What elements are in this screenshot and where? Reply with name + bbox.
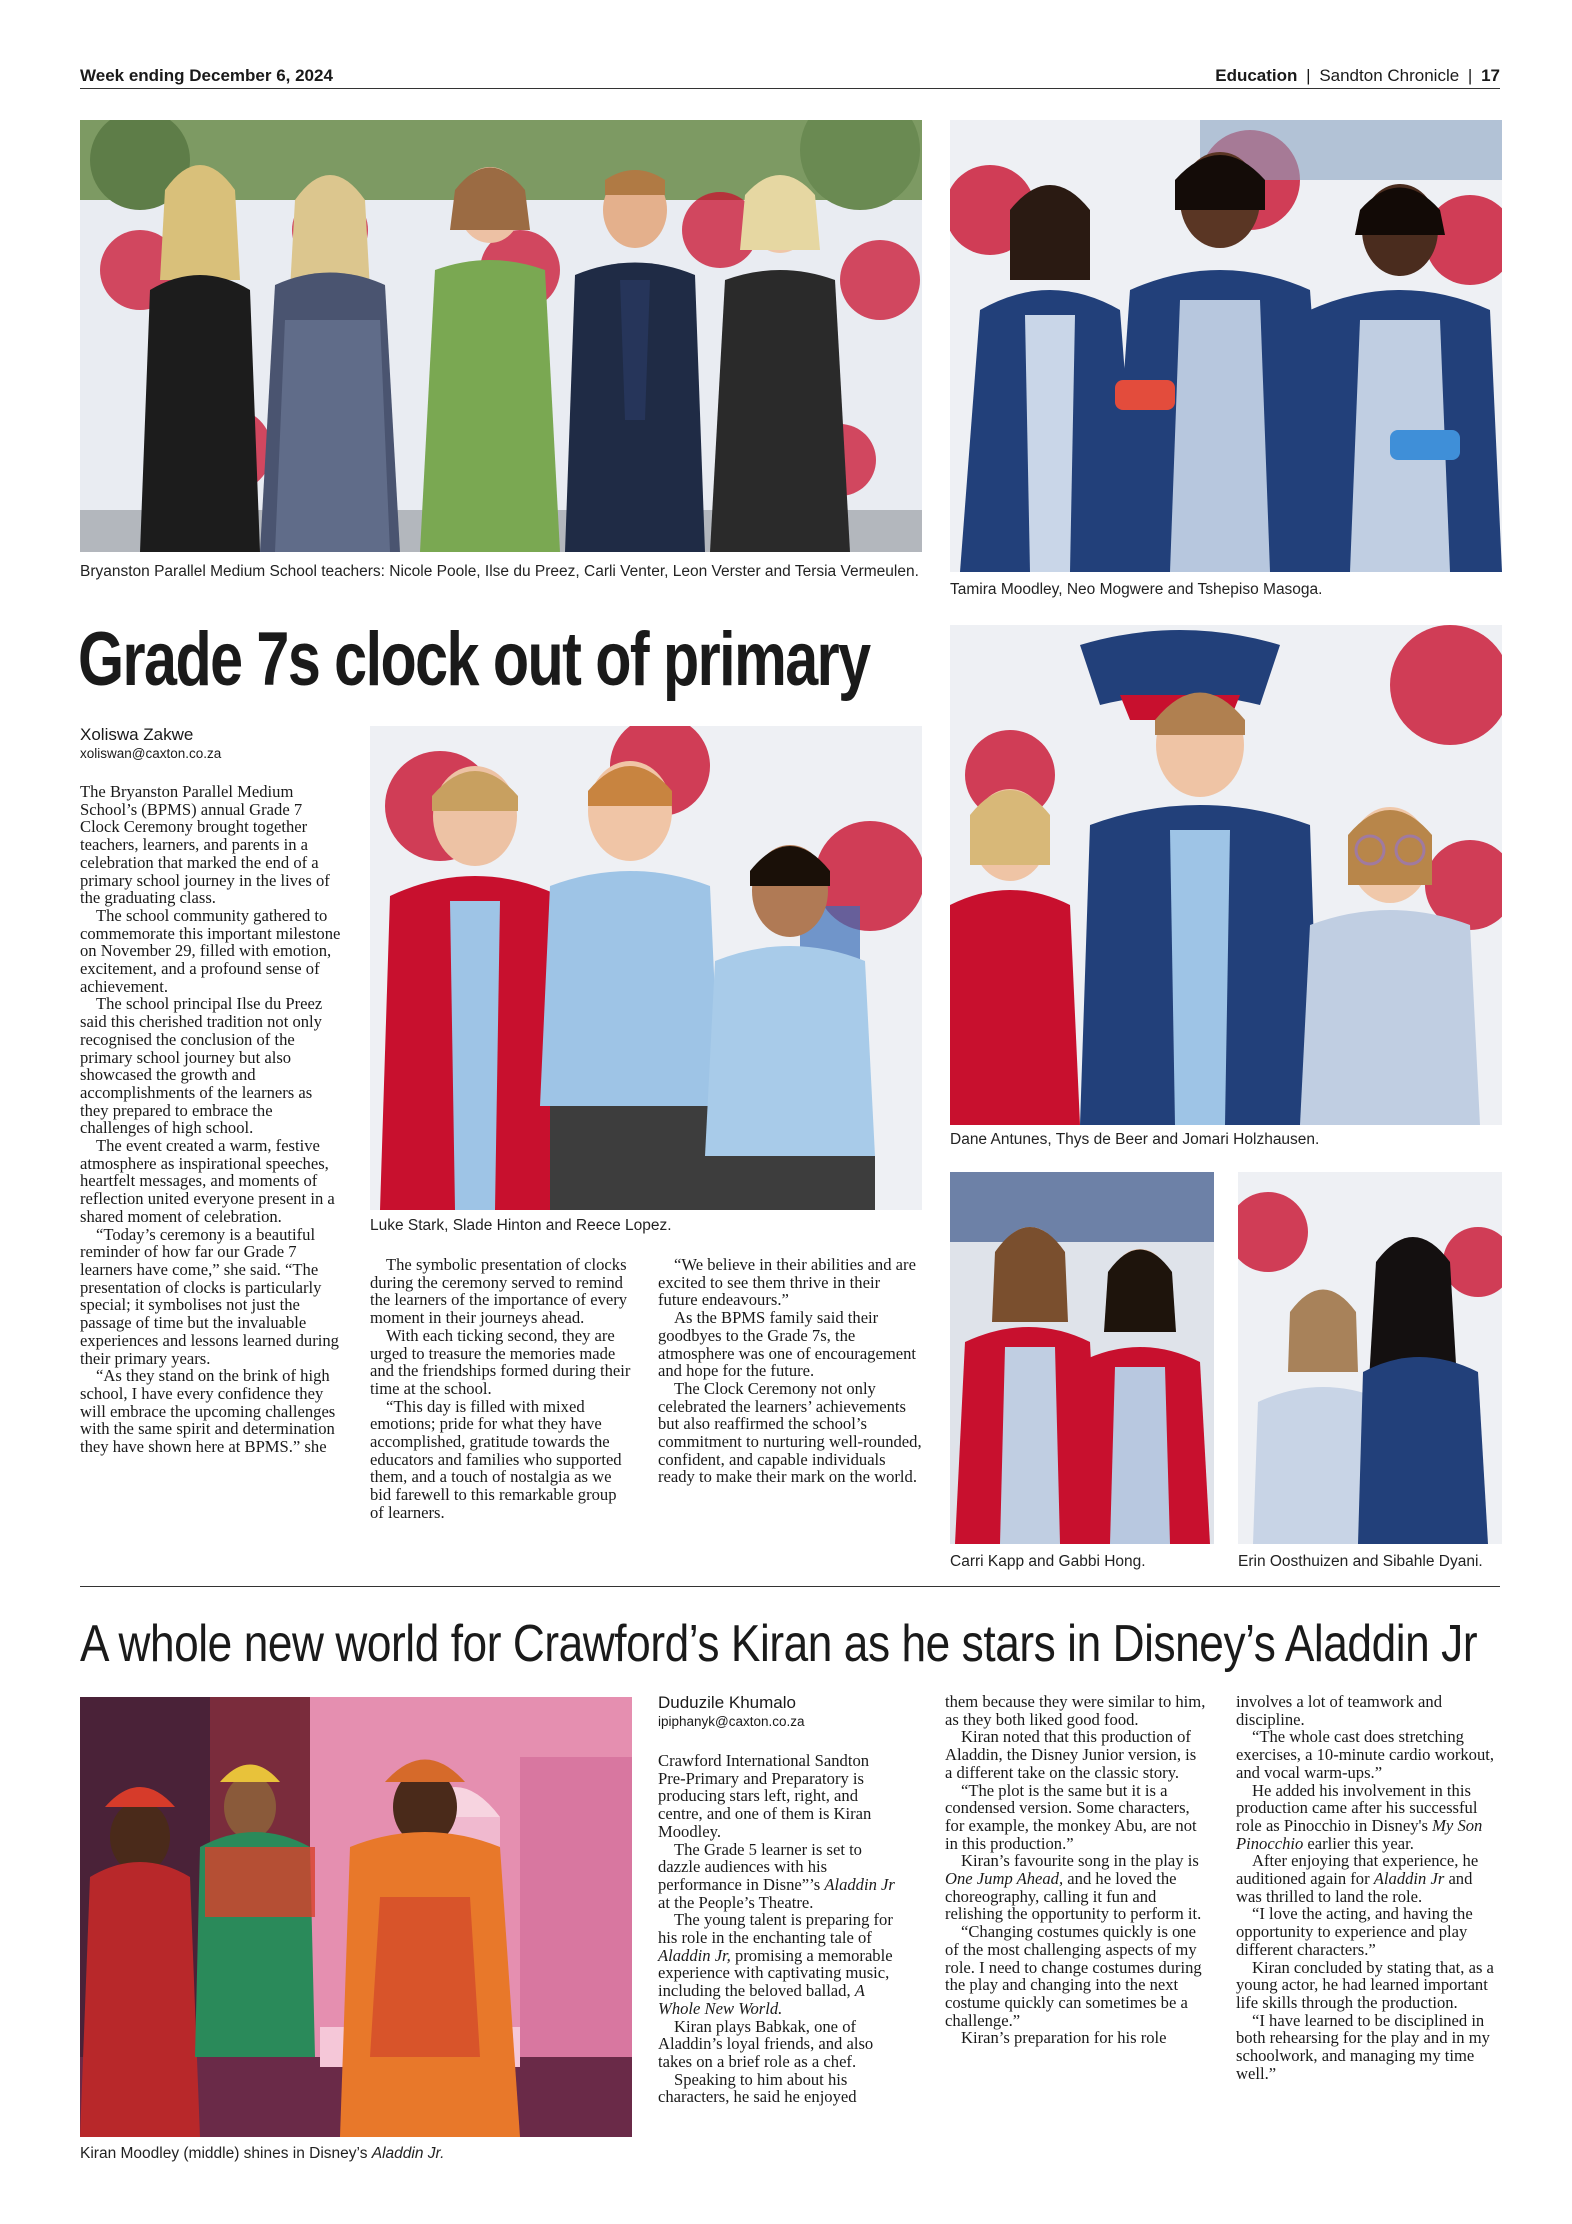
teachers-caption: Bryanston Parallel Medium School teachers: Nicole Poole, Ilse du Preez, Carli Venter, Leon Verster and Tersia Vermeulen. <box>80 563 919 580</box>
article2-paragraph: Kiran concluded by stating that, as a young actor, he had learned important life skills through the production. <box>1236 1957 1494 2012</box>
article1-column-1 <box>80 783 344 1456</box>
article1-column-3 <box>658 1256 922 1486</box>
aladdin-caption: Kiran Moodley (middle) shines in Disney’s Aladdin Jr. <box>80 2145 445 2162</box>
article2-author-email: ipiphanyk@caxton.co.za <box>658 1714 805 1729</box>
article2-headline: A whole new world for Crawford’s Kiran as he stars in Disney’s Aladdin Jr <box>80 1615 1478 1673</box>
article1-column-2 <box>370 1256 634 1522</box>
article2-paragraph: “The whole cast does stretching exercises, a 10-minute cardio workout, and vocal warm-ups.” <box>1236 1727 1495 1782</box>
article2-paragraph: Kiran’s favourite song in the play is One Jump Ahead, and he loved the choreography, calling it fun and relishing the opportunity to perform it. <box>945 1851 1202 1924</box>
author-email: xoliswan@caxton.co.za <box>80 746 222 761</box>
article1-paragraph: The school principal Ilse du Preez said this cherished tradition not only recognised the conclusion of the primary school journey but also showcased the growth and accomplishments of the learners as they prepared to embrace the challenges of high school. <box>80 994 323 1138</box>
issue-date: Week ending December 6, 2024 <box>80 66 333 85</box>
page-number: 17 <box>1481 66 1500 85</box>
article1-paragraph: “We believe in their abilities and are excited to see them thrive in their future endeavours.” <box>658 1255 916 1310</box>
article-author: Xoliswa Zakwe <box>80 725 194 744</box>
section-divider <box>80 1586 1500 1587</box>
article2-paragraph: Speaking to him about his characters, he said he enjoyed <box>658 2069 857 2107</box>
article1-paragraph: The school community gathered to commemorate this important milestone on November 29, filled with emotion, excitement, and a profound sense of achievement. <box>80 905 341 996</box>
carri-photo <box>950 1172 1214 1544</box>
teachers-photo <box>80 120 922 552</box>
article1-paragraph: “As they stand on the brink of high school, I have every confidence they will embrace the upcoming challenges with the same spirit and determination they have shown here at BPMS.” she <box>80 1366 336 1457</box>
tamira-photo <box>950 120 1502 572</box>
article2-author: Duduzile Khumalo <box>658 1693 796 1712</box>
article-headline: Grade 7s clock out of primary <box>78 617 870 702</box>
page-folio: Education | Sandton Chronicle | 17 <box>1215 66 1500 85</box>
dane-caption: Dane Antunes, Thys de Beer and Jomari Holzhausen. <box>950 1131 1320 1148</box>
section-name: Education <box>1215 66 1298 85</box>
article1-paragraph: “This day is filled with mixed emotions; pride for what they have accomplished, gratitude towards the educators and families who supported them, and a touch of nostalgia as we bid farewell to this remarkable group of learners. <box>370 1396 622 1522</box>
header-rule <box>80 88 1500 89</box>
article1-paragraph: As the BPMS family said their goodbyes to the Grade 7s, the atmosphere was one of encouragement and hope for the future. <box>658 1308 917 1381</box>
article2-paragraph: involves a lot of teamwork and discipline. <box>1236 1692 1442 1729</box>
erin-photo <box>1238 1172 1502 1544</box>
article2-paragraph: them because they were similar to him, as they both liked good food. <box>945 1692 1206 1729</box>
article2-paragraph: “Changing costumes quickly is one of the most challenging aspects of my role. I need to change costumes during the play and changing into the next costume quickly can sometimes be a challenge.” <box>945 1922 1202 2030</box>
article2-paragraph: The Grade 5 learner is set to dazzle audiences with his performance in Disne”’s Aladdin Jr at the People’s Theatre. <box>658 1839 895 1912</box>
article2-paragraph: Kiran plays Babkak, one of Aladdin’s loyal friends, and also takes on a brief role as a chef. <box>658 2016 874 2071</box>
article1-paragraph: “Today’s ceremony is a beautiful reminder of how far our Grade 7 learners have come,” she said. “The presentation of clocks is particularly special; it symbolises not just the passage of time but the invaluable experiences and lessons learned during their primary years. <box>80 1224 339 1368</box>
article2-paragraph: The young talent is preparing for his role in the enchanting tale of Aladdin Jr, promising a memorable experience with captivating music, including the beloved ballad, A Whole New World. <box>658 1910 893 2018</box>
article1-paragraph: The event created a warm, festive atmosphere as inspirational speeches, heartfelt messages, and moments of reflection united everyone present in a shared moment of celebration. <box>80 1136 335 1226</box>
luke-photo <box>370 726 922 1210</box>
article2-paragraph: After enjoying that experience, he auditioned again for Aladdin Jr and was thrilled to land the role. <box>1236 1851 1479 1906</box>
article2-paragraph: Crawford International Sandton Pre-Primary and Preparatory is producing stars left, right, and centre, and one of them is Kiran Moodley. <box>658 1751 872 1841</box>
dane-photo <box>950 625 1502 1125</box>
article1-paragraph: The Bryanston Parallel Medium School’s (BPMS) annual Grade 7 Clock Ceremony brought together teachers, learners, and parents in a celebration that marked the end of a primary school journey in the lives of the graduating class. <box>80 782 330 908</box>
article2-paragraph: “The plot is the same but it is a condensed version. Some characters, for example, the monkey Abu, are not in this production.” <box>945 1780 1197 1853</box>
tamira-caption: Tamira Moodley, Neo Mogwere and Tshepiso Masoga. <box>950 581 1323 598</box>
article1-paragraph: The Clock Ceremony not only celebrated the learners’ achievements but also reaffirmed the school’s commitment to nurturing well-rounded, confident, and capable individuals ready to make their mark on the world. <box>658 1378 922 1487</box>
article2-column-2 <box>945 1693 1207 2047</box>
erin-caption: Erin Oosthuizen and Sibahle Dyani. <box>1238 1553 1483 1570</box>
luke-caption: Luke Stark, Slade Hinton and Reece Lopez. <box>370 1217 672 1234</box>
article1-paragraph: The symbolic presentation of clocks during the ceremony served to remind the learners of the importance of every moment in their journeys ahead. <box>370 1255 628 1328</box>
article2-column-1 <box>658 1752 898 2106</box>
article2-paragraph: Kiran noted that this production of Aladdin, the Disney Junior version, is a different take on the classic story. <box>945 1727 1197 1782</box>
article2-paragraph: “I love the acting, and having the opportunity to experience and play different characters.” <box>1236 1904 1473 1959</box>
article2-paragraph: He added his involvement in this production came after his successful role as Pinocchio in Disney's My Son Pinocchio earlier this year. <box>1236 1780 1483 1853</box>
article2-paragraph: “I have learned to be disciplined in both rehearsing for the play and in my schoolwork, and managing my time well.” <box>1236 2010 1490 2083</box>
article2-column-3 <box>1236 1693 1498 2082</box>
aladdin-photo <box>80 1697 632 2137</box>
carri-caption: Carri Kapp and Gabbi Hong. <box>950 1553 1146 1570</box>
publication-name: Sandton Chronicle <box>1319 66 1460 85</box>
article1-paragraph: With each ticking second, they are urged to treasure the memories made and the friendships formed during their time at the school. <box>370 1325 631 1398</box>
article2-paragraph: Kiran’s preparation for his role <box>961 2028 1167 2048</box>
